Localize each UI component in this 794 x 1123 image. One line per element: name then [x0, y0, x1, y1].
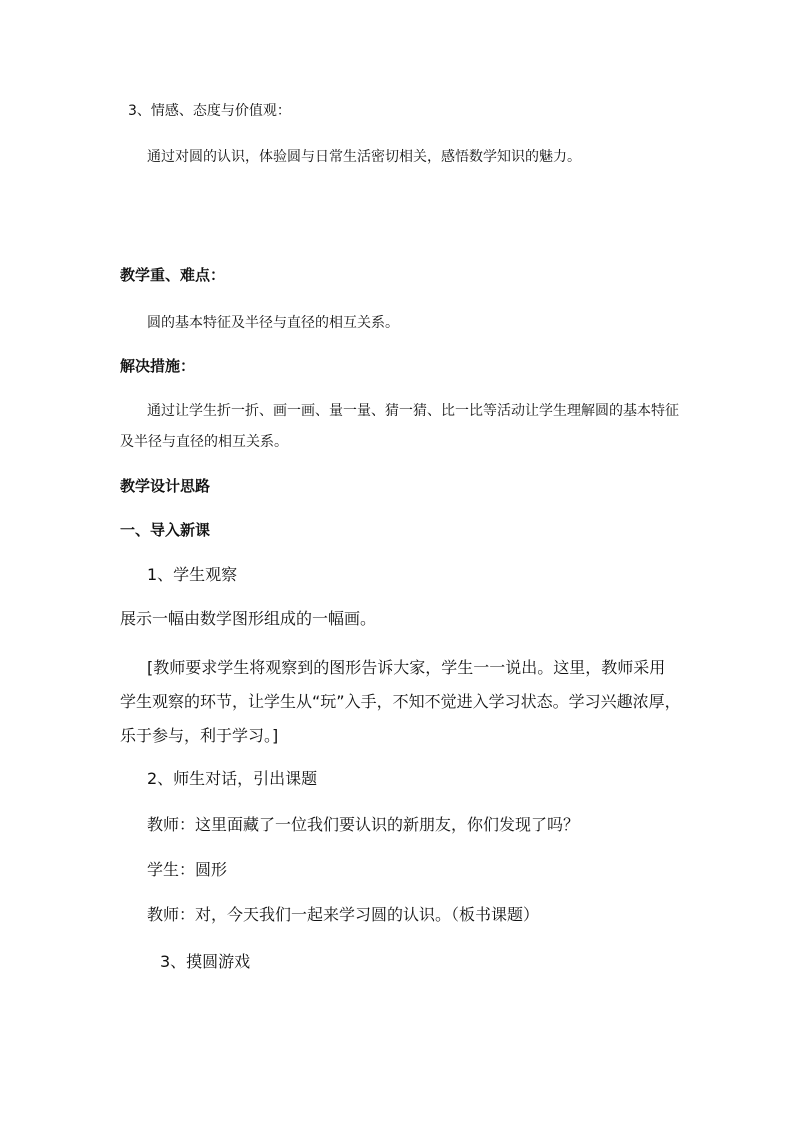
solutions-text-line-2: 及半径与直径的相互关系。	[120, 434, 288, 450]
step-3-heading: 3、摸圆游戏	[160, 952, 251, 971]
note-line-1: [教师要求学生将观察到的图形告诉大家，学生一一说出。这里，教师采用	[147, 658, 666, 677]
step-1-heading: 1、学生观察	[147, 565, 238, 584]
design-heading: 教学设计思路	[120, 477, 211, 495]
solutions-heading: 解决措施：	[120, 357, 196, 375]
note-line-2: 学生观察的环节，让学生从“玩”入手，不知不觉进入学习状态。学习兴趣浓厚，	[120, 692, 681, 711]
note-line-3: 乐于参与，利于学习。]	[120, 726, 279, 745]
step-1-text: 展示一幅由数学图形组成的一幅画。	[120, 609, 377, 628]
dialogue-student: 学生：圆形	[147, 860, 228, 879]
emotion-text: 通过对圆的认识，体验圆与日常生活密切相关，感悟数学知识的魅力。	[147, 149, 581, 165]
emotion-heading: 3、情感、态度与价值观：	[128, 103, 291, 119]
solutions-text-line-1: 通过让学生折一折、画一画、量一量、猜一猜、比一比等活动让学生理解圆的基本特征	[147, 403, 679, 419]
dialogue-teacher-1: 教师：这里面藏了一位我们要认识的新朋友，你们发现了吗？	[147, 815, 580, 834]
key-points-text: 圆的基本特征及半径与直径的相互关系。	[147, 315, 399, 331]
dialogue-teacher-2: 教师：对，今天我们一起来学习圆的认识。（板书课题）	[147, 905, 540, 924]
step-2-heading: 2、师生对话，引出课题	[147, 769, 318, 788]
section-1-heading: 一、导入新课	[120, 521, 211, 539]
key-points-heading: 教学重、难点：	[120, 266, 226, 284]
